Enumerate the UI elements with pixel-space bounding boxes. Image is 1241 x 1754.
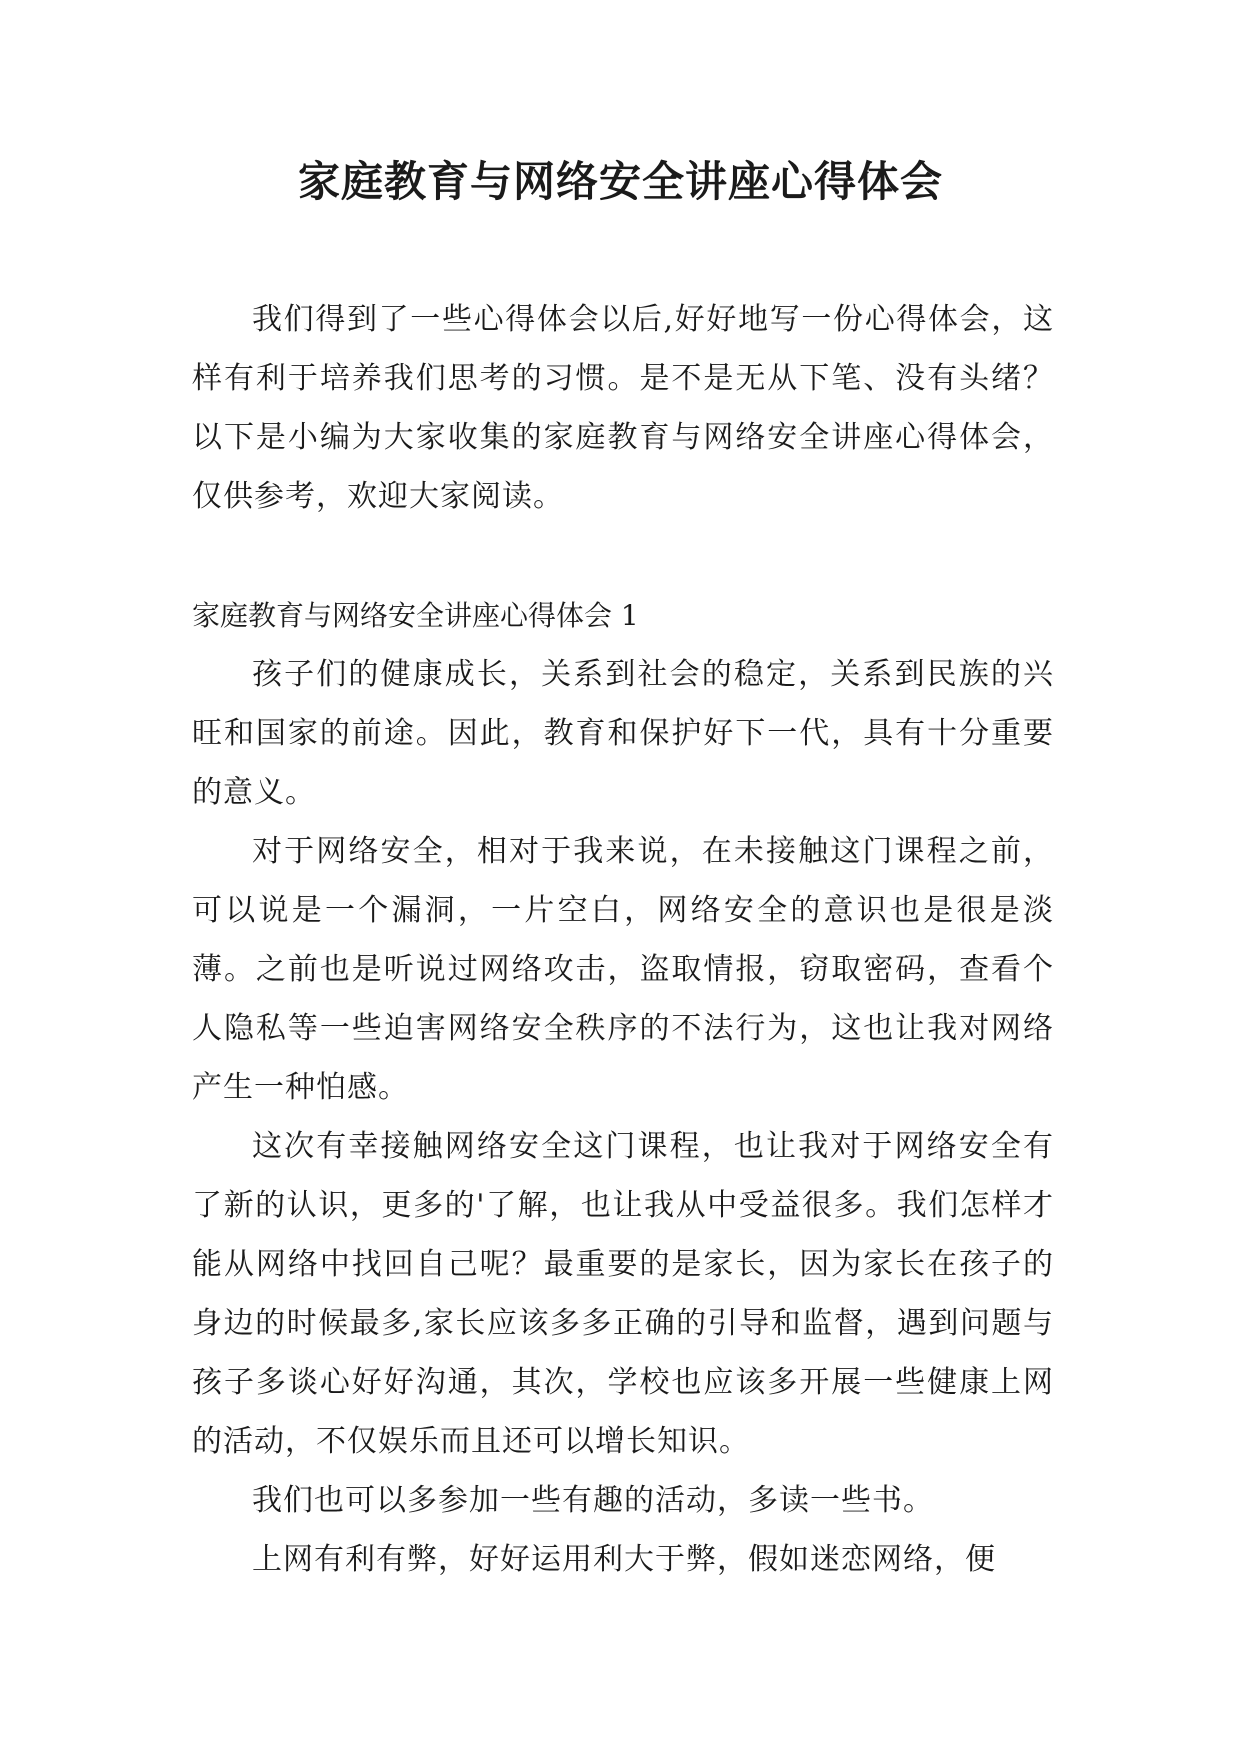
body-paragraph-4: 我们也可以多参加一些有趣的活动，多读一些书。 <box>252 1483 934 1518</box>
body-paragraph-1: 孩子们的健康成长，关系到社会的稳定，关系到民族的兴旺和国家的前途。因此，教育和保护好下一代，具有十分重要的意义。 <box>192 657 1054 810</box>
body-paragraph-2: 对于网络安全，相对于我来说，在未接触这门课程之前，可以说是一个漏洞，一片空白，网络安全的意识也是很是淡薄。之前也是听说过网络攻击，盗取情报，窃取密码，查看个人隐私等一些迫害网络安全秩序的不法行为，这也让我对网络产生一种怕感。 <box>192 834 1054 1105</box>
body-paragraph-5: 上网有利有弊，好好运用利大于弊，假如迷恋网络，便 <box>252 1542 996 1577</box>
section-spacer <box>192 526 1054 586</box>
document-title: 家庭教育与网络安全讲座心得体会 <box>297 157 943 206</box>
body-paragraph-3: 这次有幸接触网络安全这门课程，也让我对于网络安全有了新的认识，更多的'了解，也让我从中受益很多。我们怎样才能从网络中找回自己呢？最重要的是家长，因为家长在孩子的身边的时候最多,家长应该多多正确的引导和监督，遇到问题与孩子多谈心好好沟通，其次，学校也应该多开展一些健康上网的活动，不仅娱乐而且还可以增长知识。 <box>192 1129 1054 1459</box>
document-body <box>192 290 1054 1589</box>
intro-paragraph: 我们得到了一些心得体会以后,好好地写一份心得体会，这样有利于培养我们思考的习惯。是不是无从下笔、没有头绪？以下是小编为大家收集的家庭教育与网络安全讲座心得体会，仅供参考，欢迎大家阅读。 <box>192 302 1054 514</box>
section-heading: 家庭教育与网络安全讲座心得体会 1 <box>192 599 639 632</box>
